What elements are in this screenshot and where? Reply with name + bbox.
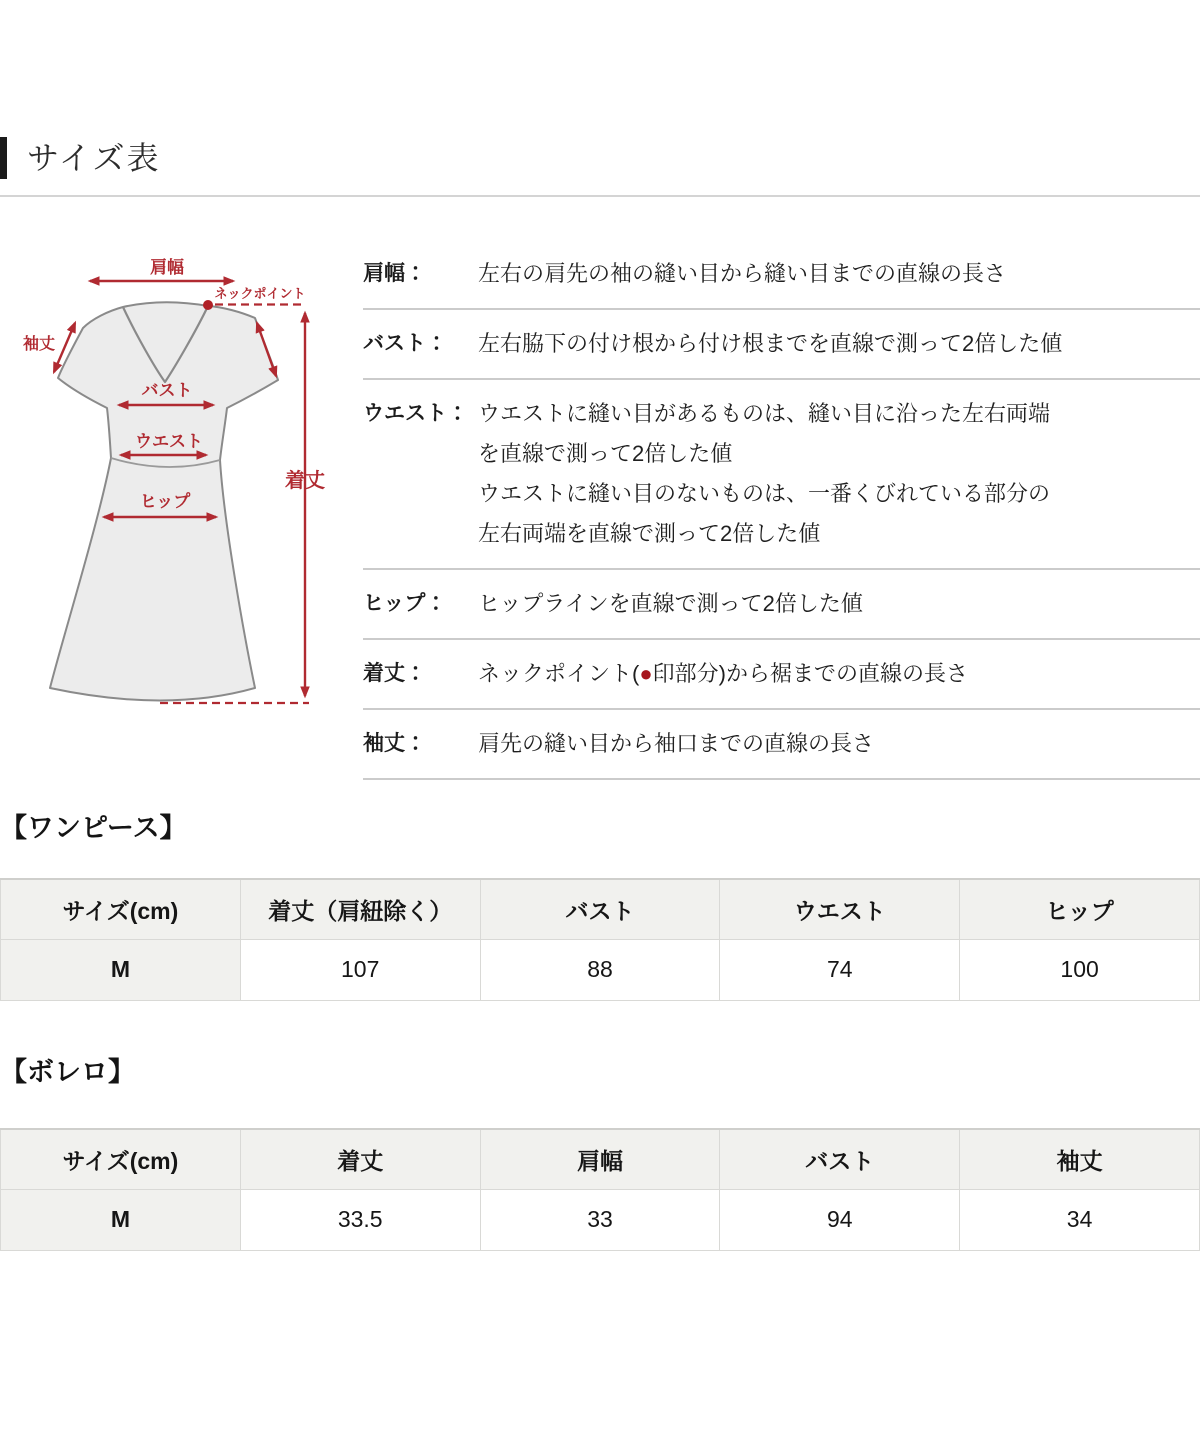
diagram-label-hip: ヒップ: [139, 492, 191, 511]
definition-term: ヒップ：: [363, 592, 447, 615]
definition-row-shoulder: [363, 240, 1200, 310]
definition-term: 肩幅：: [363, 262, 426, 285]
row-header-size: M: [1, 1189, 241, 1250]
cell-bust: 94: [720, 1189, 960, 1250]
col-header-shoulder: 肩幅: [480, 1129, 720, 1189]
table-row-size-m: [1, 939, 1200, 1000]
page-header: [0, 136, 1200, 197]
definition-text: 左右の肩先の袖の縫い目から縫い目までの直線の長さ: [478, 261, 1007, 286]
col-header-hip: ヒップ: [960, 879, 1200, 939]
cell-shoulder: 33: [480, 1189, 720, 1250]
definition-text: ウエストに縫い目があるものは、縫い目に沿った左右両端: [478, 401, 1051, 426]
title-row: [0, 136, 1200, 197]
bolero-size-table: [0, 1128, 1200, 1251]
definition-row-bust: [363, 310, 1200, 380]
diagram-label-shoulder-width: 肩幅: [150, 258, 184, 277]
table-row-size-m: [1, 1189, 1200, 1250]
cell-length: 33.5: [240, 1189, 480, 1250]
table-header-row: [1, 879, 1200, 939]
page-title: サイズ表: [27, 140, 161, 176]
cell-bust: 88: [480, 939, 720, 1000]
measurement-definitions: [363, 240, 1200, 780]
definition-text: ネックポイント(●印部分)から裾までの直線の長さ: [478, 661, 968, 686]
cell-waist: 74: [720, 939, 960, 1000]
definition-text: 左右両端を直線で測って2倍した値: [478, 521, 821, 546]
definition-text: を直線で測って2倍した値: [478, 441, 733, 466]
cell-hip: 100: [960, 939, 1200, 1000]
col-header-waist: ウエスト: [720, 879, 960, 939]
definition-term: ウエスト：: [363, 402, 468, 425]
col-header-size: サイズ(cm): [1, 879, 241, 939]
dress-measurement-diagram: [0, 235, 360, 725]
diagram-label-waist: ウエスト: [135, 432, 203, 451]
diagram-label-length: 着丈: [285, 470, 325, 492]
cell-sleeve: 34: [960, 1189, 1200, 1250]
title-accent-bar: [0, 137, 7, 179]
definition-term: バスト：: [363, 332, 447, 355]
col-header-length: 着丈（肩紐除く）: [240, 879, 480, 939]
diagram-label-bust: バスト: [141, 381, 193, 400]
definition-term: 着丈：: [363, 662, 426, 685]
cell-length: 107: [240, 939, 480, 1000]
col-header-length: 着丈: [240, 1129, 480, 1189]
onepiece-size-table: [0, 878, 1200, 1001]
col-header-bust: バスト: [480, 879, 720, 939]
definition-row-length: [363, 640, 1200, 710]
col-header-sleeve: 袖丈: [960, 1129, 1200, 1189]
table-header-row: [1, 1129, 1200, 1189]
neck-point-dot: [203, 300, 213, 310]
definition-row-hip: [363, 570, 1200, 640]
definition-text: ヒップラインを直線で測って2倍した値: [478, 591, 863, 616]
diagram-label-neck-point: ネックポイント: [214, 286, 306, 301]
definition-text: 左右脇下の付け根から付け根までを直線で測って2倍した値: [478, 331, 1063, 356]
col-header-bust: バスト: [720, 1129, 960, 1189]
onepiece-table-wrap: [0, 878, 1200, 1001]
definition-row-sleeve: [363, 710, 1200, 780]
section-title-onepiece: 【ワンピース】: [0, 813, 187, 843]
definition-text: ウエストに縫い目のないものは、一番くびれている部分の: [478, 481, 1051, 506]
row-header-size: M: [1, 939, 241, 1000]
col-header-size: サイズ(cm): [1, 1129, 241, 1189]
bolero-table-wrap: [0, 1128, 1200, 1251]
section-title-bolero: 【ボレロ】: [0, 1057, 135, 1087]
definition-term: 袖丈：: [363, 732, 426, 755]
diagram-label-sleeve-length: 袖丈: [22, 336, 56, 353]
definition-row-waist: [363, 380, 1200, 570]
definition-text: 肩先の縫い目から袖口までの直線の長さ: [478, 731, 875, 756]
neck-point-dot-inline: ●: [639, 661, 653, 686]
